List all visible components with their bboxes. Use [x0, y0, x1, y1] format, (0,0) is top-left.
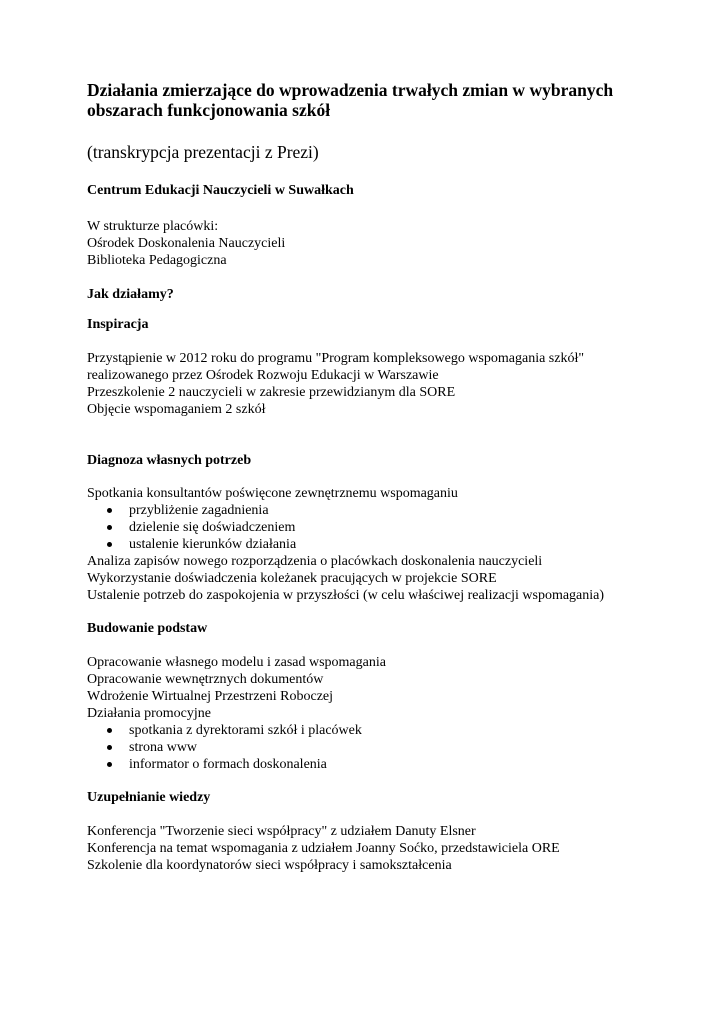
knowledge-line: Szkolenie dla koordynatorów sieci współpracy i samokształcenia: [87, 858, 452, 873]
bullet-icon: [107, 525, 112, 530]
list-item: [107, 536, 687, 553]
list-item: [107, 502, 687, 519]
document-page: [87, 80, 687, 874]
list-item-label: informator o formach doskonalenia: [129, 757, 327, 772]
knowledge-block: [87, 823, 687, 874]
knowledge-line: Konferencja na temat wspomagania z udziałem Joanny Soćko, przedstawiciela ORE: [87, 841, 560, 856]
bullet-icon: [107, 762, 112, 767]
inspiration-line: realizowanego przez Ośrodek Rozwoju Edukacji w Warszawie: [87, 368, 439, 383]
list-item: [107, 739, 687, 756]
list-item-label: dzielenie się doświadczeniem: [129, 520, 296, 535]
foundations-line: Działania promocyjne: [87, 706, 212, 721]
diagnosis-bullet-list: [87, 502, 687, 553]
diagnosis-block: [87, 485, 687, 604]
bullet-icon: [107, 728, 112, 733]
foundations-line: Wdrożenie Wirtualnej Przestrzeni Roboczej: [87, 689, 334, 704]
inspiration-heading: Inspiracja: [87, 317, 149, 332]
diagnosis-line: Wykorzystanie doświadczenia koleżanek pracujących w projekcie SORE: [87, 571, 497, 586]
diagnosis-line: Analiza zapisów nowego rozporządzenia o placówkach doskonalenia nauczycieli: [87, 554, 543, 569]
structure-line: Biblioteka Pedagogiczna: [87, 253, 227, 268]
bullet-icon: [107, 508, 112, 513]
document-title: Działania zmierzające do wprowadzenia trwałych zmian w wybranych obszarach funkcjonowania szkół: [87, 80, 614, 120]
foundations-bullet-list: [87, 722, 687, 773]
list-item-label: strona www: [129, 740, 198, 755]
diagnosis-heading: Diagnoza własnych potrzeb: [87, 453, 252, 468]
inspiration-line: Przystąpienie w 2012 roku do programu "Program kompleksowego wspomagania szkół": [87, 351, 585, 366]
institution-heading: Centrum Edukacji Nauczycieli w Suwałkach: [87, 183, 354, 198]
list-item: [107, 722, 687, 739]
how-we-act-heading: Jak działamy?: [87, 287, 174, 302]
list-item-label: ustalenie kierunków działania: [129, 537, 297, 552]
knowledge-line: Konferencja "Tworzenie sieci współpracy" z udziałem Danuty Elsner: [87, 824, 476, 839]
foundations-line: Opracowanie własnego modelu i zasad wspomagania: [87, 655, 386, 670]
knowledge-heading: Uzupełnianie wiedzy: [87, 790, 211, 805]
inspiration-block: [87, 350, 687, 418]
list-item-label: przybliżenie zagadnienia: [129, 503, 269, 518]
foundations-block: [87, 654, 687, 773]
list-item-label: spotkania z dyrektorami szkół i placówek: [129, 723, 362, 738]
bullet-icon: [107, 745, 112, 750]
structure-line: W strukturze placówki:: [87, 219, 219, 234]
document-subtitle: (transkrypcja prezentacji z Prezi): [87, 142, 319, 162]
bullet-icon: [107, 542, 112, 547]
diagnosis-intro: Spotkania konsultantów poświęcone zewnętrznemu wspomaganiu: [87, 486, 458, 501]
inspiration-line: Objęcie wspomaganiem 2 szkół: [87, 402, 266, 417]
diagnosis-line: Ustalenie potrzeb do zaspokojenia w przyszłości (w celu właściwej realizacji wspomagania): [87, 588, 605, 603]
list-item: [107, 756, 687, 773]
inspiration-line: Przeszkolenie 2 nauczycieli w zakresie przewidzianym dla SORE: [87, 385, 456, 400]
list-item: [107, 519, 687, 536]
structure-line: Ośrodek Doskonalenia Nauczycieli: [87, 236, 286, 251]
structure-block: [87, 218, 687, 269]
foundations-line: Opracowanie wewnętrznych dokumentów: [87, 672, 324, 687]
foundations-heading: Budowanie podstaw: [87, 621, 208, 636]
